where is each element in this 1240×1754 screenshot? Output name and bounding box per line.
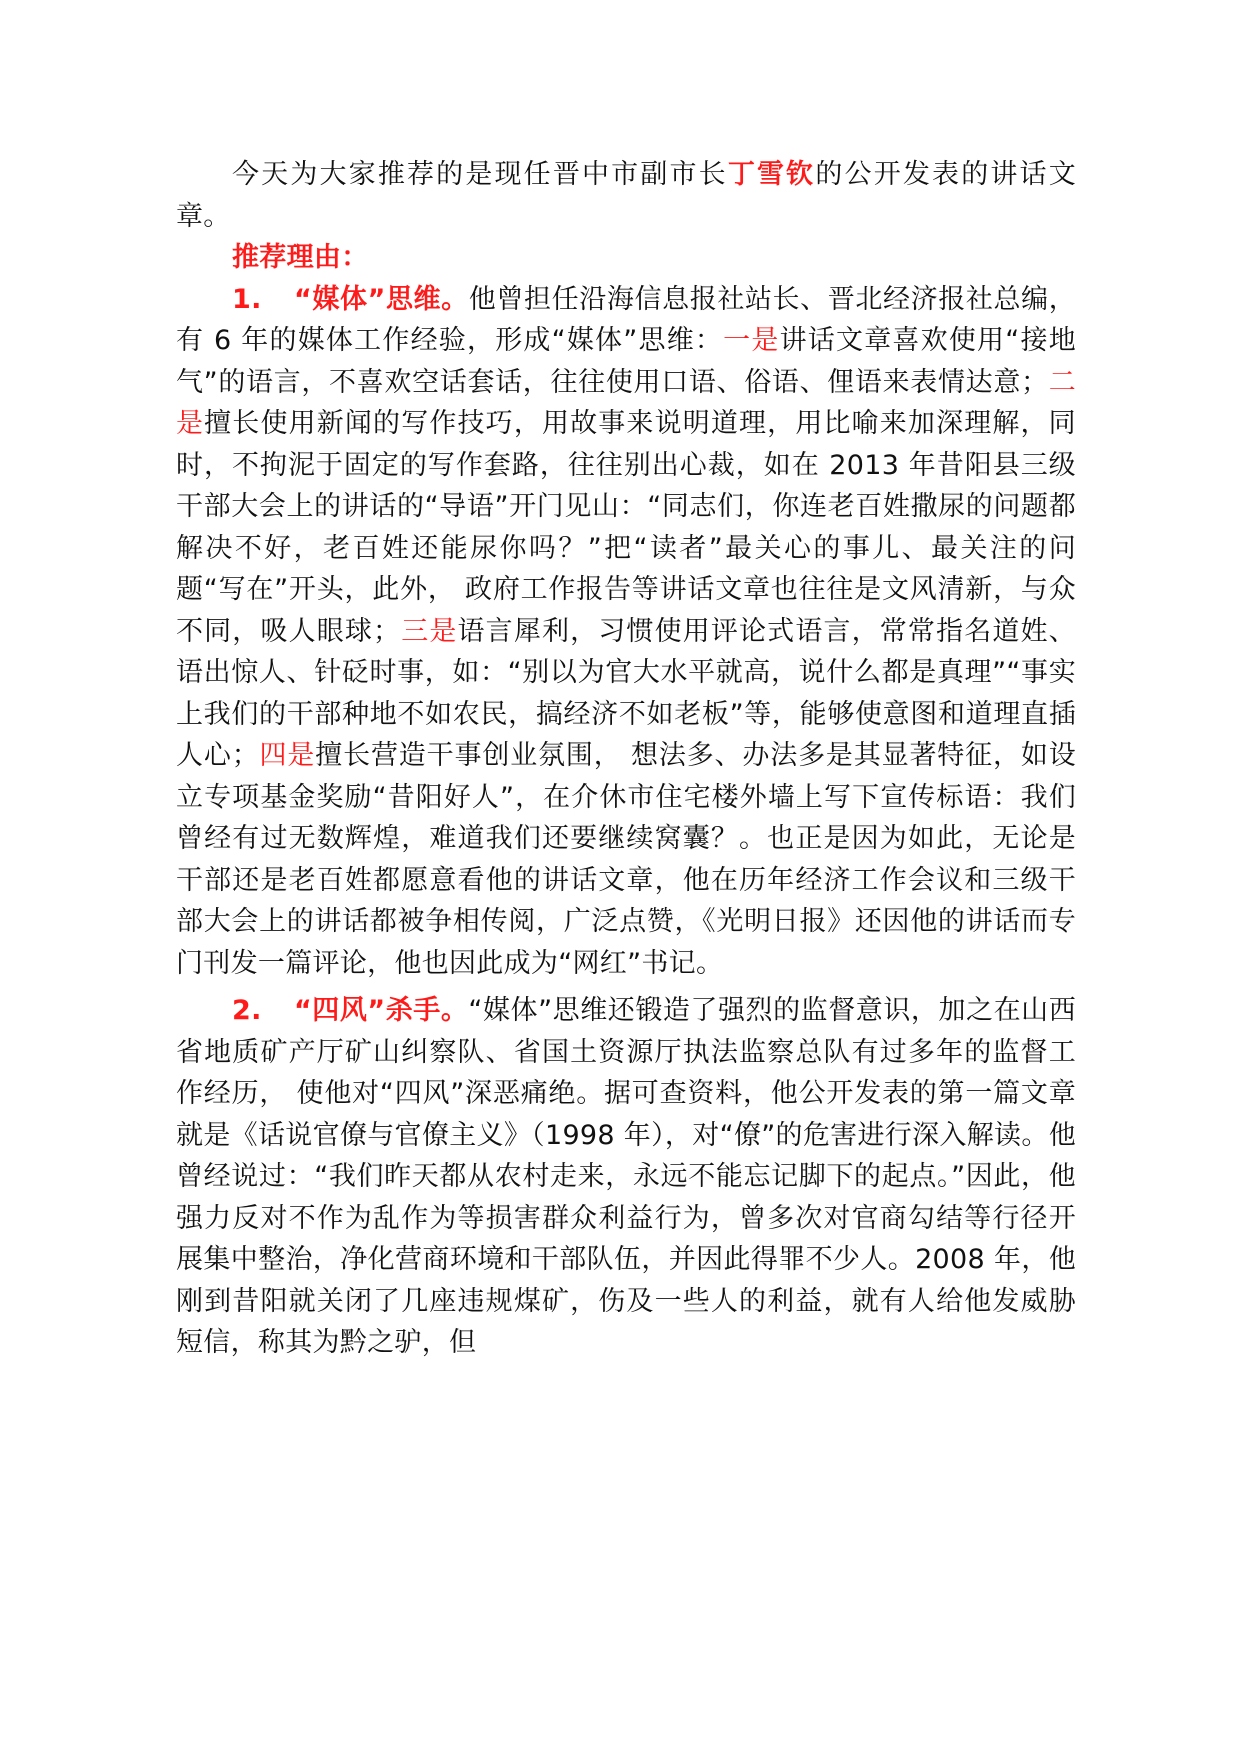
reason-1-mark-3: 三是	[400, 615, 458, 647]
reason-1-text-c: 擅长使用新闻的写作技巧，用故事来说明道理，用比喻来加深理解，同时，不拘泥于固定的写作套路，往往别出心裁，如在 2013 年昔阳县三级干部大会上的讲话的“导语”开门见山：“同志们，你连老百姓撒尿的问题都解决不好，老百姓还能尿你吗？”把“读者”最关心的事儿、最关注的问题“写在”开头，此外， 政府工作报告等讲话文章也往往是文风清新，与众不同，吸人眼球；	[176, 408, 1076, 647]
reason-1-title: “媒体”思维。	[294, 283, 469, 315]
reason-2-title: “四风”杀手。	[294, 995, 469, 1026]
intro-paragraph	[176, 154, 1076, 237]
reason-2-text: “媒体”思维还锻造了强烈的监督意识，加之在山西省地质矿产厅矿山纠察队、省国土资源厅执法监察总队有过多年的监督工作经历， 使他对“四风”深恶痛绝。据可查资料，他公开发表的第一篇文章就是《话说官僚与官僚主义》（1998 年），对“僚”的危害进行深入解读。他曾经说过：“我们昨天都从农村走来，永远不能忘记脚下的起点。”因此，他强力反对不作为乱作为等损害群众利益行为，曾多次对官商勾结等行径开展集中整治，净化营商环境和干部队伍，并因此得罪不少人。2008 年，他刚到昔阳就关闭了几座违规煤矿，伤及一些人的利益，就有人给他发威胁短信，称其为黔之驴，但	[176, 995, 1077, 1358]
document-page	[176, 154, 1076, 1364]
reason-1-text-d: 语言犀利，习惯使用评论式语言，常常指名道姓、语出惊人、针砭时事，如：“别以为官大水平就高，说什么都是真理”“事实上我们的干部种地不如农民，搞经济不如老板”等，能够使意图和道理直插人心；	[176, 615, 1076, 771]
official-name: 丁雪钦	[727, 159, 816, 190]
reason-1-mark-2: 二是	[176, 366, 1076, 439]
reason-1-mark-1: 一是	[723, 325, 780, 356]
reason-1-mark-4: 四是	[259, 740, 316, 771]
reason-1-text-b: 讲话文章喜欢使用“接地气”的语言，不喜欢空话套话，往往使用口语、俗语、俚语来表情达意；	[176, 325, 1076, 398]
intro-suffix: 的公开发表的讲话文章。	[176, 159, 1076, 232]
reasons-heading: 推荐理由：	[232, 242, 369, 273]
reason-1-paragraph	[176, 279, 1076, 985]
reasons-heading-paragraph	[176, 237, 1076, 279]
reason-2-paragraph	[176, 990, 1076, 1364]
intro-prefix: 今天为大家推荐的是现任晋中市副市长	[232, 159, 728, 190]
reason-2-number: 2.	[232, 995, 262, 1026]
reason-1-text-a: 他曾担任沿海信息报社站长、晋北经济报社总编，有 6 年的媒体工作经验，形成“媒体”思维：	[176, 283, 1076, 356]
reason-1-text-e: 擅长营造干事创业氛围， 想法多、办法多是其显著特征，如设立专项基金奖励“昔阳好人”，在介休市住宅楼外墙上写下宣传标语：我们曾经有过无数辉煌，难道我们还要继续窝囊？。也正是因为如此，无论是干部还是老百姓都愿意看他的讲话文章，他在历年经济工作会议和三级干部大会上的讲话都被争相传阅，广泛点赞，《光明日报》还因他的讲话而专门刊发一篇评论，他也因此成为“网红”书记。	[176, 740, 1076, 979]
reason-1-number: 1.	[232, 283, 262, 315]
